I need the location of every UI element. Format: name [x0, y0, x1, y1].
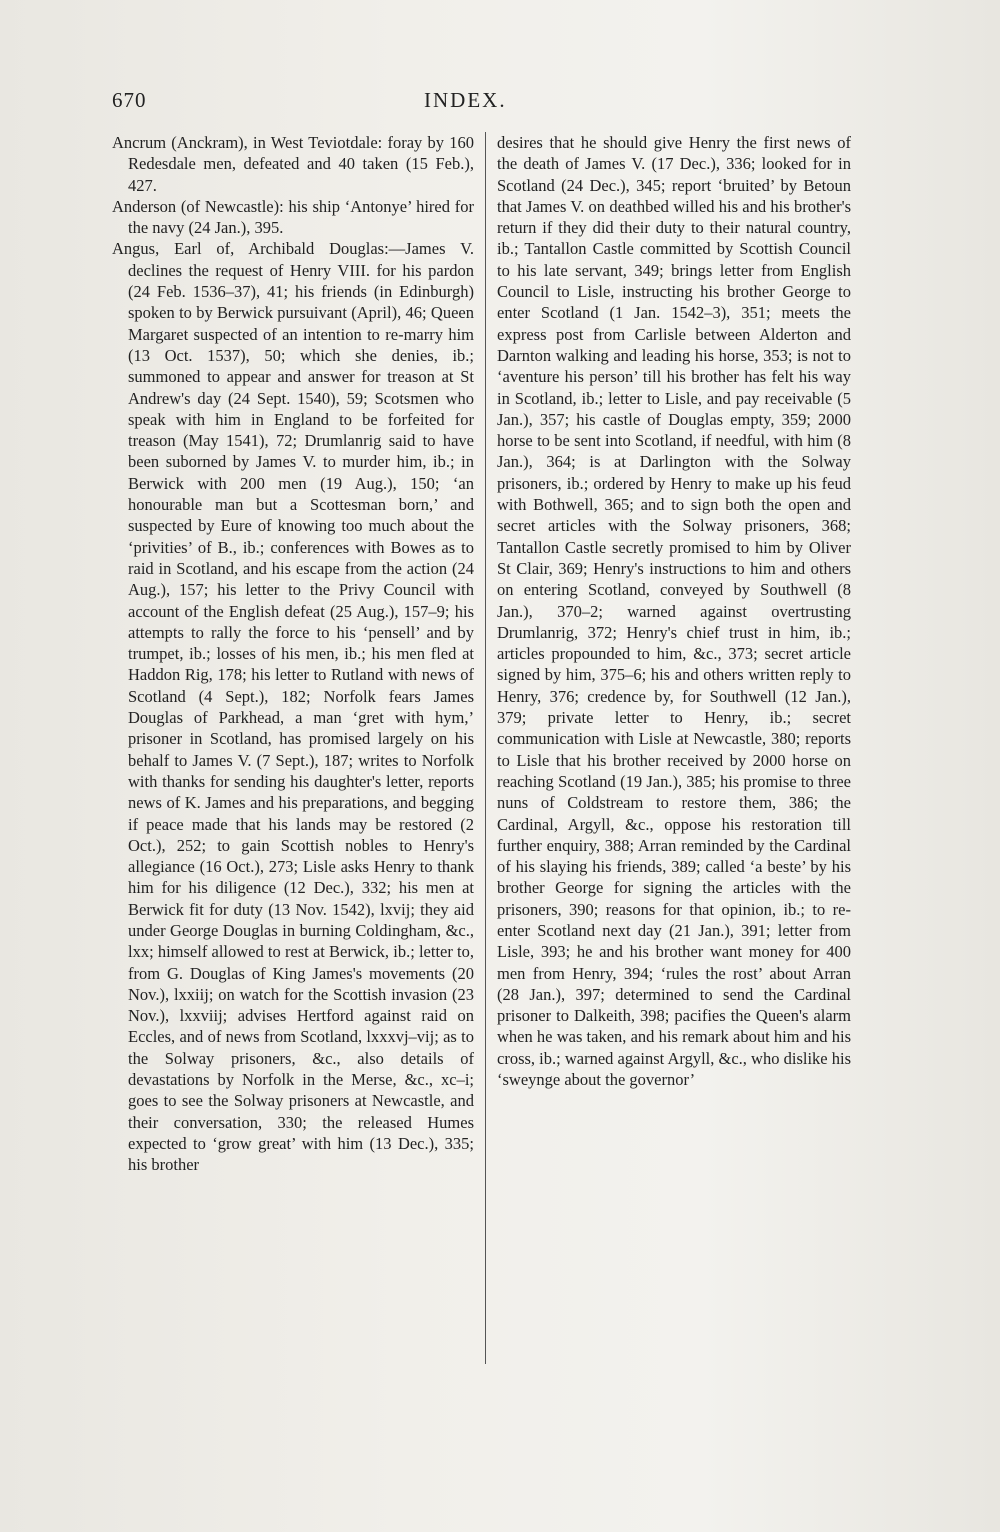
page-header [0, 88, 1000, 128]
right-column [497, 132, 851, 1090]
index-entry-angus: Angus, Earl of, Archibald Douglas:—James V. declines the request of Henry VIII. for his pardon (24 Feb. 1536–37), 41; his friends (in Edinburgh) spoken to by Berwick pursuivant (April), 46; Queen Margaret suspected of an intention to re-marry him (13 Oct. 1537), 50; which she denies, ib.; summoned to appear and answer for treason at St Andrew's day (24 Sept. 1540), 59; Scotsmen who speak with him in England to be forfeited for treason (May 1541), 72; Drumlanrig said to have been suborned by James V. to murder him, ib.; in Berwick with 200 men (19 Aug.), 150; ‘an honourable man but a Scottesman born,’ and suspected by Eure of knowing too much about the ‘privities’ of B., ib.; conferences with Bowes as to raid in Scotland, and his escape from the action (24 Aug.), 157; his letter to the Privy Council with account of the English defeat (25 Aug.), 157–9; his attempts to rally the force to his ‘pensell’ and by trumpet, ib.; losses of his men, ib.; his men fled at Haddon Rig, 178; his letter to Rutland with news of Scotland (4 Sept.), 182; Norfolk fears James Douglas of Parkhead, a man ‘gret with hym,’ prisoner in Scotland, has promised largely on his behalf to James V. (7 Sept.), 187; writes to Norfolk with thanks for sending his daughter's letter, reports news of K. James and his preparations, and begging if peace made that his lands may be restored (2 Oct.), 252; to gain Scottish nobles to Henry's allegiance (16 Oct.), 273; Lisle asks Henry to thank him for his diligence (12 Dec.), 332; his men at Berwick fit for duty (13 Nov. 1542), lxvij; they aid under George Douglas in burning Coldingham, &c., lxx; himself allowed to rest at Berwick, ib.; letter to, from G. Douglas of King James's movements (20 Nov.), lxxiij; on watch for the Scottish invasion (23 Nov.), lxxviij; advises Hertford against raid on Eccles, and of news from Scotland, lxxxvj–vij; as to the Solway prisoners, &c., also details of devastations by Norfolk in the Merse, &c., xc–i; goes to see the Solway prisoners at Newcastle, and their conversation, 330; the released Humes expected to ‘grow great’ with him (13 Dec.), 335; his brother [112, 239, 474, 1175]
index-entry-anderson: Anderson (of Newcastle): his ship ‘Antonye’ hired for the navy (24 Jan.), 395. [112, 196, 474, 238]
left-column [112, 132, 474, 1176]
index-entry-ancrum: Ancrum (Anckram), in West Teviotdale: foray by 160 Redesdale men, defeated and 40 taken (15 Feb.), 427. [112, 133, 474, 195]
running-title: INDEX. [424, 88, 507, 112]
page-number: 670 [112, 88, 147, 112]
column-divider [485, 132, 486, 1364]
index-entry-angus-continued: desires that he should give Henry the first news of the death of James V. (17 Dec.), 336; looked for in Scotland (24 Dec.), 345; report ‘bruited’ by Betoun that James V. on deathbed willed his and his brother's return if they did their duty to their natural country, ib.; Tantallon Castle committed by Scottish Council to his late servant, 349; brings letter from English Council to Lisle, instructing his brother George to enter Scotland (1 Jan. 1542–3), 351; meets the express post from Carlisle between Alderton and Darnton walking and leading his horse, 353; is not to ‘aventure his person’ till his brother has felt his way in Scotland, ib.; letter to Lisle, and pay receivable (5 Jan.), 357; his castle of Douglas empty, 359; 2000 horse to be sent into Scotland, if needful, with him (8 Jan.), 364; is at Darlington with the Solway prisoners, ib.; ordered by Henry to make up his feud with Bothwell, 365; and to sign both the open and secret articles with the Solway prisoners, 368; Tantallon Castle secretly promised to him by Oliver St Clair, 369; Henry's instructions to him and others on entering Scotland, conveyed by Southwell (8 Jan.), 370–2; warned against overtrusting Drumlanrig, 372; Henry's chief trust in him, ib.; articles propounded to him, &c., 373; secret article signed by him, 375–6; his and others written reply to Henry, 376; credence by, for Southwell (12 Jan.), 379; private letter to Henry, ib.; secret communication with Lisle at Newcastle, 380; reports to Lisle that his brother received by 2000 horse on reaching Scotland (19 Jan.), 385; his promise to three nuns of Coldstream to restore them, 386; the Cardinal, Argyll, &c., oppose his restoration till further enquiry, 388; Arran reminded by the Cardinal of his slaying his friends, 389; called ‘a beste’ by his brother George for signing the articles with the prisoners, 390; reasons for that opinion, ib.; to re-enter Scotland next day (21 Jan.), 391; letter from Lisle, 393; he and his brother want money for 400 men from Henry, 394; ‘rules the rost’ about Arran (28 Jan.), 397; determined to send the Cardinal prisoner to Dalkeith, 398; pacifies the Queen's alarm when he was taken, and his remark about him and his cross, ib.; warned against Argyll, &c., who dislike his ‘sweynge about the governor’ [497, 133, 851, 1090]
